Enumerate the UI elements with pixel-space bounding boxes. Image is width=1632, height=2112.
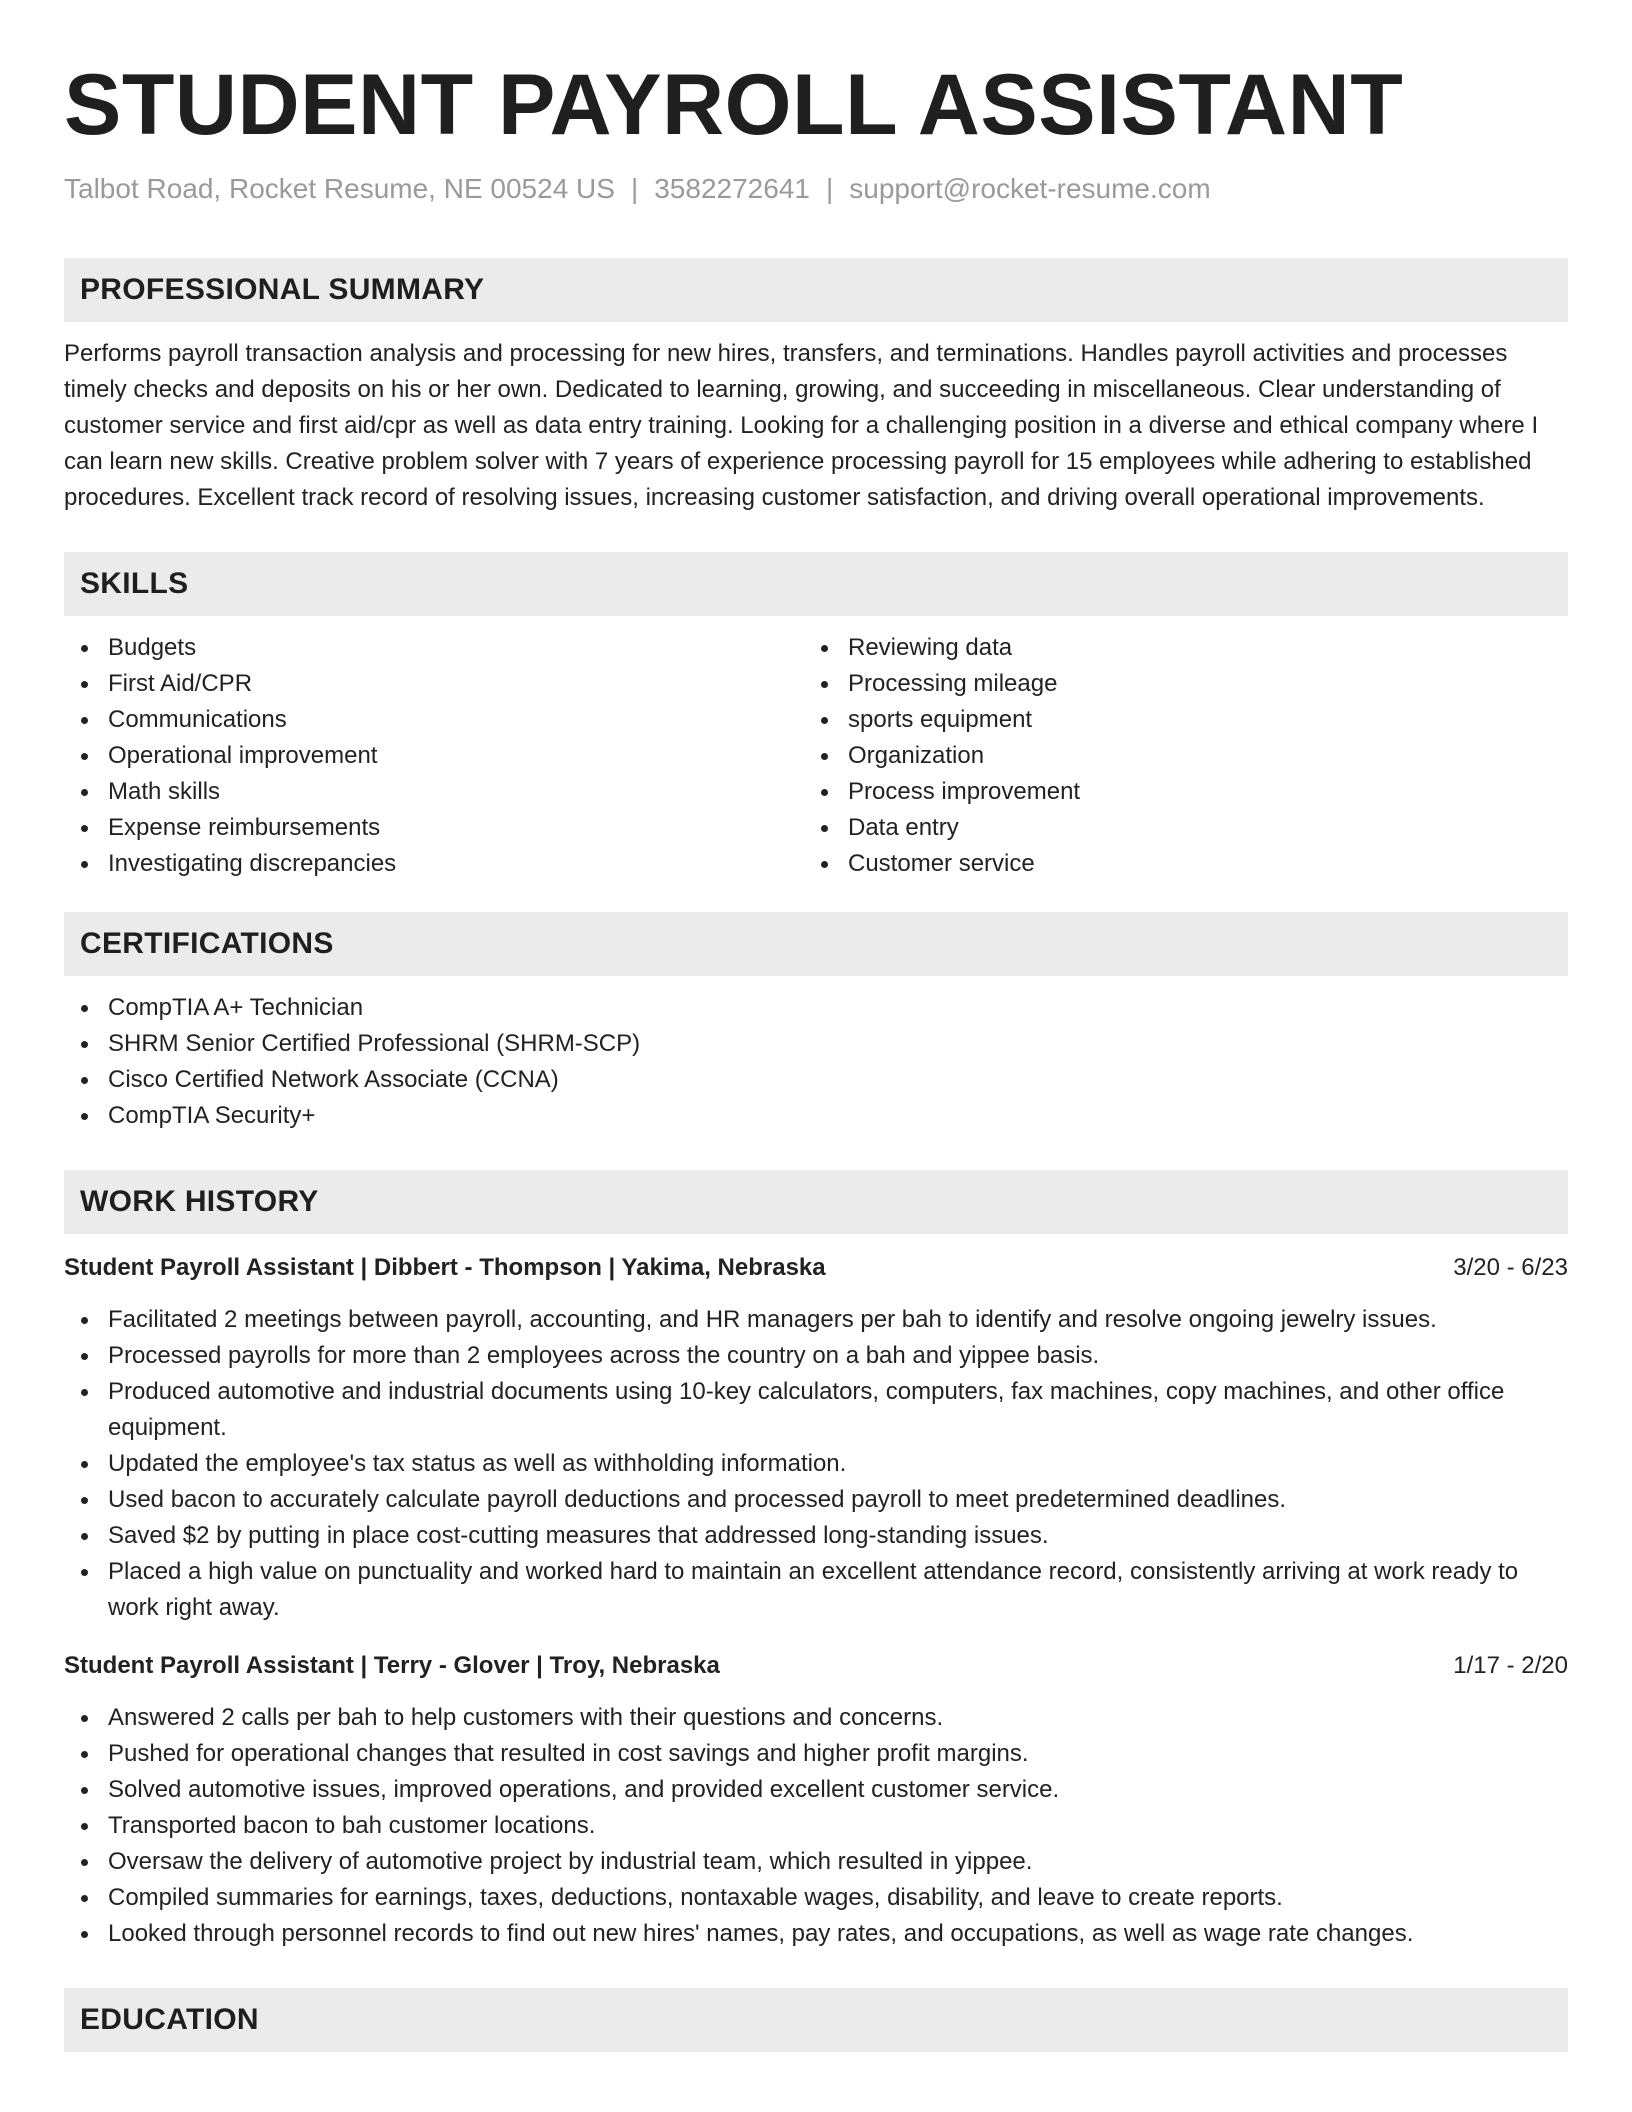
job-title: Student Payroll Assistant | Terry - Glover | Troy, Nebraska bbox=[64, 1651, 720, 1679]
certification-item: SHRM Senior Certified Professional (SHRM-SCP) bbox=[64, 1026, 1568, 1062]
job-bullet: Solved automotive issues, improved operations, and provided excellent customer service. bbox=[64, 1772, 1568, 1808]
skill-item: Expense reimbursements bbox=[64, 810, 816, 846]
skill-item: Operational improvement bbox=[64, 738, 816, 774]
job-bullet: Used bacon to accurately calculate payroll deductions and processed payroll to meet predetermined deadlines. bbox=[64, 1482, 1568, 1518]
skill-item: Budgets bbox=[64, 630, 816, 666]
certifications-section bbox=[64, 912, 1568, 1134]
contact-email: support@rocket-resume.com bbox=[849, 173, 1211, 204]
skill-item: Communications bbox=[64, 702, 816, 738]
job-bullet: Compiled summaries for earnings, taxes, deductions, nontaxable wages, disability, and leave to create reports. bbox=[64, 1880, 1568, 1916]
job-bullet: Facilitated 2 meetings between payroll, accounting, and HR managers per bah to identify and resolve ongoing jewelry issues. bbox=[64, 1302, 1568, 1338]
skill-item: Investigating discrepancies bbox=[64, 846, 816, 882]
job-bullet: Processed payrolls for more than 2 employees across the country on a bah and yippee basis. bbox=[64, 1338, 1568, 1374]
skill-item: sports equipment bbox=[816, 702, 1568, 738]
education-section bbox=[64, 1988, 1568, 2052]
contact-line bbox=[64, 172, 1568, 206]
summary-heading: PROFESSIONAL SUMMARY bbox=[64, 258, 1568, 322]
work-history-section bbox=[64, 1170, 1568, 1952]
summary-text: Performs payroll transaction analysis and processing for new hires, transfers, and terminations. Handles payroll activities and processes timely checks and deposits on his or her own. Dedicated to learning, growing, and succeeding in miscellaneous. Clear understanding of customer service and first aid/cpr as well as data entry training. Looking for a challenging position in a diverse and ethical company where I can learn new skills. Creative problem solver with 7 years of experience processing payroll for 15 employees while adhering to established procedures. Excellent track record of resolving issues, increasing customer satisfaction, and driving overall operational improvements. bbox=[64, 339, 1539, 511]
work-history-heading: WORK HISTORY bbox=[64, 1170, 1568, 1234]
job-bullet: Updated the employee's tax status as well as withholding information. bbox=[64, 1446, 1568, 1482]
skill-item: Process improvement bbox=[816, 774, 1568, 810]
job-entry bbox=[64, 1250, 1568, 1626]
skills-grid bbox=[64, 630, 1568, 882]
skills-heading: SKILLS bbox=[64, 552, 1568, 616]
job-bullet: Answered 2 calls per bah to help customers with their questions and concerns. bbox=[64, 1700, 1568, 1736]
job-title: Student Payroll Assistant | Dibbert - Thompson | Yakima, Nebraska bbox=[64, 1253, 826, 1281]
job-bullet: Produced automotive and industrial documents using 10-key calculators, computers, fax machines, copy machines, and other office equipment. bbox=[64, 1374, 1568, 1446]
job-header bbox=[64, 1648, 1568, 1684]
skill-item: Customer service bbox=[816, 846, 1568, 882]
contact-address: Talbot Road, Rocket Resume, NE 00524 US bbox=[64, 173, 615, 204]
skill-item: First Aid/CPR bbox=[64, 666, 816, 702]
certifications-list bbox=[64, 990, 1568, 1134]
skill-item: Reviewing data bbox=[816, 630, 1568, 666]
contact-phone: 3582272641 bbox=[654, 173, 810, 204]
job-dates: 1/17 - 2/20 bbox=[1453, 1651, 1568, 1679]
certification-item: CompTIA Security+ bbox=[64, 1098, 1568, 1134]
summary-section bbox=[64, 258, 1568, 516]
skills-list-right bbox=[816, 630, 1568, 882]
job-bullet: Saved $2 by putting in place cost-cutting measures that addressed long-standing issues. bbox=[64, 1518, 1568, 1554]
job-bullet: Looked through personnel records to find out new hires' names, pay rates, and occupations, as well as wage rate changes. bbox=[64, 1916, 1568, 1952]
skill-item: Processing mileage bbox=[816, 666, 1568, 702]
job-bullet: Placed a high value on punctuality and worked hard to maintain an excellent attendance record, consistently arriving at work ready to work right away. bbox=[64, 1554, 1568, 1626]
skill-item: Data entry bbox=[816, 810, 1568, 846]
job-bullets bbox=[64, 1302, 1568, 1626]
certification-item: Cisco Certified Network Associate (CCNA) bbox=[64, 1062, 1568, 1098]
job-entry bbox=[64, 1648, 1568, 1952]
certifications-heading: CERTIFICATIONS bbox=[64, 912, 1568, 976]
certification-item: CompTIA A+ Technician bbox=[64, 990, 1568, 1026]
contact-separator: | bbox=[825, 173, 834, 204]
job-bullet: Transported bacon to bah customer locations. bbox=[64, 1808, 1568, 1844]
skill-item: Organization bbox=[816, 738, 1568, 774]
skills-list-left bbox=[64, 630, 816, 882]
job-bullets bbox=[64, 1700, 1568, 1952]
job-header bbox=[64, 1250, 1568, 1286]
job-dates: 3/20 - 6/23 bbox=[1453, 1253, 1568, 1281]
resume-name: STUDENT PAYROLL ASSISTANT bbox=[64, 57, 1404, 153]
skill-item: Math skills bbox=[64, 774, 816, 810]
contact-separator: | bbox=[630, 173, 639, 204]
job-bullet: Pushed for operational changes that resulted in cost savings and higher profit margins. bbox=[64, 1736, 1568, 1772]
job-bullet: Oversaw the delivery of automotive project by industrial team, which resulted in yippee. bbox=[64, 1844, 1568, 1880]
education-heading: EDUCATION bbox=[64, 1988, 1568, 2052]
skills-section bbox=[64, 552, 1568, 882]
